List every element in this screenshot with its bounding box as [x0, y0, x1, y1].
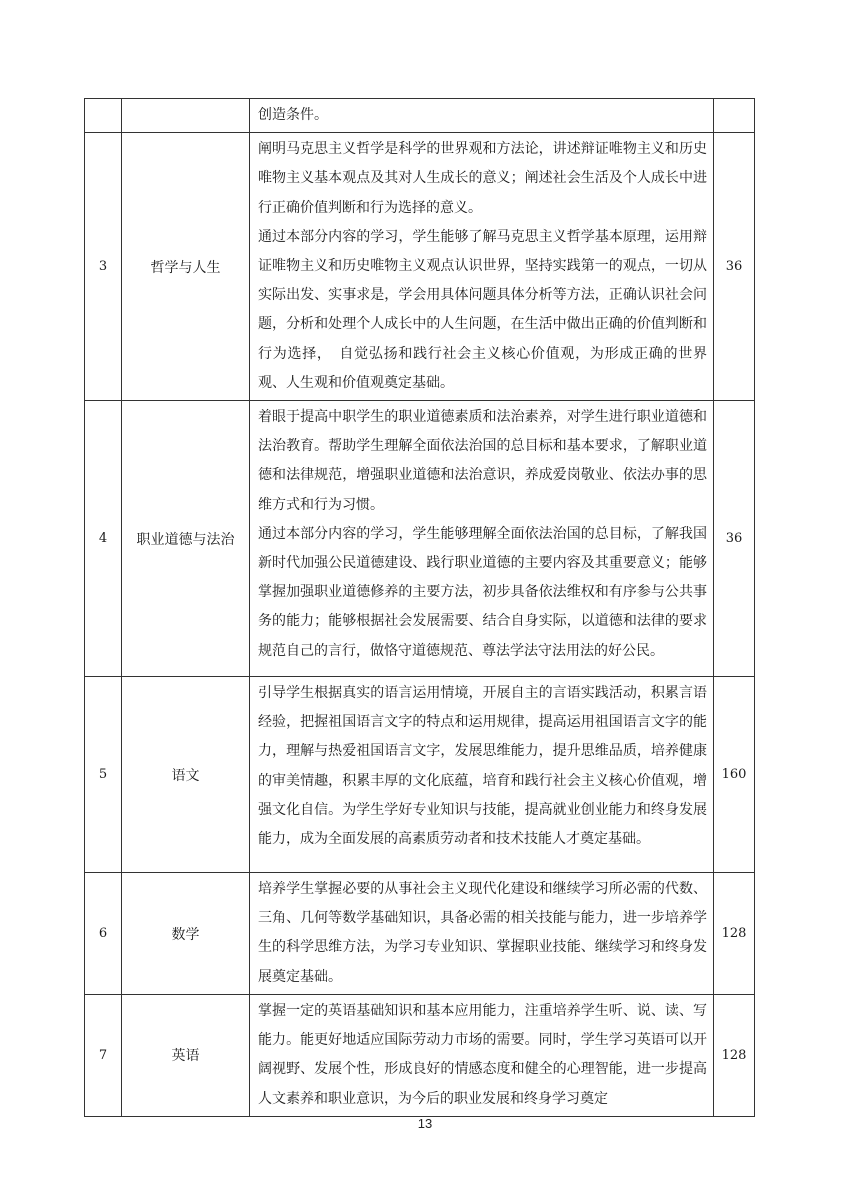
description-paragraph: 引导学生根据真实的语言运用情境，开展自主的言语实践活动，积累言语经验，把握祖国语言文字的特点和运用规律，提高运用祖国语言文字的能力，理解与热爱祖国语言文字，发展思维能力，提升思维品质，培养健康的审美情趣，积累丰厚的文化底蕴，培育和践行社会主义核心价值观，增强文化自信。为学生学好专业知识与技能，提高就业创业能力和终身发展能力，成为全面发展的高素质劳动者和技术技能人才奠定基础。 [258, 685, 707, 848]
course-name [122, 99, 250, 133]
course-name: 语文 [122, 677, 250, 873]
description-paragraph: 着眼于提高中职学生的职业道德素质和法治素养，对学生进行职业道德和法治教育。帮助学生理解全面依法治国的总目标和基本要求，了解职业道德和法律规范，增强职业道德和法治意识，养成爱岗敬业、依法办事的思维方式和行为习惯。 [258, 409, 707, 513]
course-number: 5 [85, 677, 122, 873]
course-description [250, 401, 714, 677]
course-description [250, 873, 714, 995]
course-name: 哲学与人生 [122, 133, 250, 401]
table-row [85, 873, 755, 995]
course-hours [714, 99, 755, 133]
table-row [85, 401, 755, 677]
course-number: 7 [85, 995, 122, 1117]
course-name: 数学 [122, 873, 250, 995]
description-paragraph: 掌握一定的英语基础知识和基本应用能力，注重培养学生听、说、读、写能力。能更好地适应国际劳动力市场的需要。同时，学生学习英语可以开阔视野、发展个性，形成良好的情感态度和健全的心理智能，进一步提高人文素养和职业意识，为今后的职业发展和终身学习奠定 [258, 1003, 707, 1107]
course-table [84, 98, 755, 1117]
course-number: 4 [85, 401, 122, 677]
course-description [250, 995, 714, 1117]
course-name: 英语 [122, 995, 250, 1117]
course-hours: 128 [714, 995, 755, 1117]
course-number [85, 99, 122, 133]
course-description [250, 677, 714, 873]
table-row [85, 677, 755, 873]
description-paragraph: 通过本部分内容的学习，学生能够理解全面依法治国的总目标，了解我国新时代加强公民道德建设、践行职业道德的主要内容及其重要意义；能够掌握加强职业道德修养的主要方法，初步具备依法维权和有序参与公共事务的能力；能够根据社会发展需要、结合自身实际，以道德和法律的要求规范自己的言行，做恪守道德规范、尊法学法守法用法的好公民。 [258, 525, 707, 659]
description-paragraph: 通过本部分内容的学习，学生能够了解马克思主义哲学基本原理，运用辩证唯物主义和历史唯物主义观点认识世界，坚持实践第一的观点，一切从实际出发、实事求是，学会用具体问题具体分析等方法，正确认识社会问题，分析和处理个人成长中的人生问题，在生活中做出正确的价值判断和行为选择， 自觉弘扬和践行社会主义核心价值观，为形成正确的世界观、人生观和价值观奠定基础。 [258, 228, 707, 391]
description-paragraph: 阐明马克思主义哲学是科学的世界观和方法论，讲述辩证唯物主义和历史唯物主义基本观点及其对人生成长的意义；阐述社会生活及个人成长中进行正确价值判断和行为选择的意义。 [258, 141, 707, 216]
description-paragraph: 创造条件。 [258, 107, 328, 123]
table-row [85, 133, 755, 401]
course-description [250, 133, 714, 401]
course-number: 3 [85, 133, 122, 401]
course-hours: 36 [714, 401, 755, 677]
course-description [250, 99, 714, 133]
course-hours: 160 [714, 677, 755, 873]
page-number: 13 [417, 1116, 433, 1131]
course-number: 6 [85, 873, 122, 995]
table-row [85, 995, 755, 1117]
course-name: 职业道德与法治 [122, 401, 250, 677]
course-hours: 36 [714, 133, 755, 401]
table-row [85, 99, 755, 133]
description-paragraph: 培养学生掌握必要的从事社会主义现代化建设和继续学习所必需的代数、三角、几何等数学基础知识，具备必需的相关技能与能力，进一步培养学生的科学思维方法，为学习专业知识、掌握职业技能、继续学习和终身发展奠定基础。 [258, 881, 707, 985]
course-hours: 128 [714, 873, 755, 995]
